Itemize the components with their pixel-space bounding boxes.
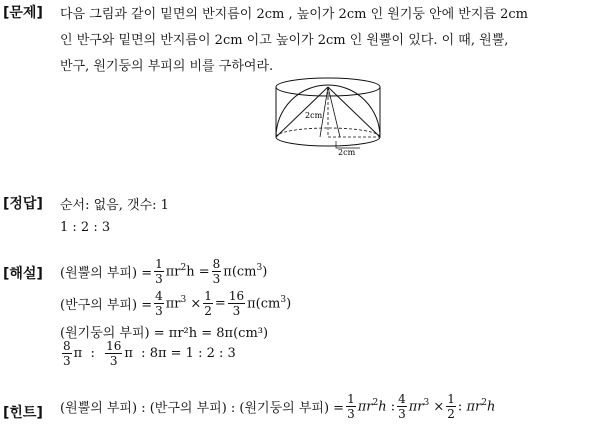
radius-label: 2cm <box>338 148 356 157</box>
cylinder-figure <box>270 76 390 160</box>
hemisphere-volume-eq: (반구의 부피) = $\frac{4}{3}$ $\pi r^3$ × $\frac{1}{2}$ = $\frac{16}{3}$ $\pi(cm^3)$ <box>60 289 292 318</box>
height-label: 2cm <box>305 111 323 120</box>
question-line-2: 인 반구와 밑면의 반지름이 2cm 이고 높이가 2cm 인 원뿔이 있다. 이 때, 원뿔, <box>60 33 509 48</box>
explanation-label: [해설] <box>3 266 43 282</box>
hint-text: (원뿔의 부피) : (반구의 부피) : (원기둥의 부피) = <box>60 401 345 416</box>
cone-volume-eq: (원뿔의 부피) = $\frac{1}{3}$ $\pi r^2h$ = $\frac{8}{3}$ $\pi(cm^3)$ <box>60 257 268 286</box>
answer-label: [정답] <box>3 196 43 212</box>
hint-eq: (원뿔의 부피) : (반구의 부피) : (원기둥의 부피) = $\frac{1}{3}$ $\pi r^2h$ : $\frac{4}{3}$ $\pi r^3$ × $\frac{1}{2}$ : $\pi r^2h$ <box>60 392 496 421</box>
cone-volume-head: (원뿔의 부피) = <box>60 266 153 281</box>
ratio-eq: $\frac{8}{3}$ π : $\frac{16}{3}$ π : 8π = 1 : 2 : 3 <box>63 339 236 368</box>
cylinder-volume-eq: (원기둥의 부피) = πr²h = 8π(cm³) <box>60 326 269 341</box>
hint-label: [힌트] <box>3 405 43 421</box>
answer-meta: 순서: 없음, 갯수: 1 <box>60 198 169 213</box>
question-line-3: 반구, 원기둥의 부피의 비를 구하여라. <box>60 59 274 74</box>
ratio-tail: 8π = 1 : 2 : 3 <box>149 346 236 361</box>
question-label: [문제] <box>3 5 43 21</box>
question-line-1: 다음 그림과 같이 밑면의 반지름이 2cm , 높이가 2cm 인 원기둥 안에 반지름 2cm <box>60 7 528 22</box>
hemisphere-volume-head: (반구의 부피) = <box>60 298 153 313</box>
answer-value: 1 : 2 : 3 <box>60 220 111 235</box>
